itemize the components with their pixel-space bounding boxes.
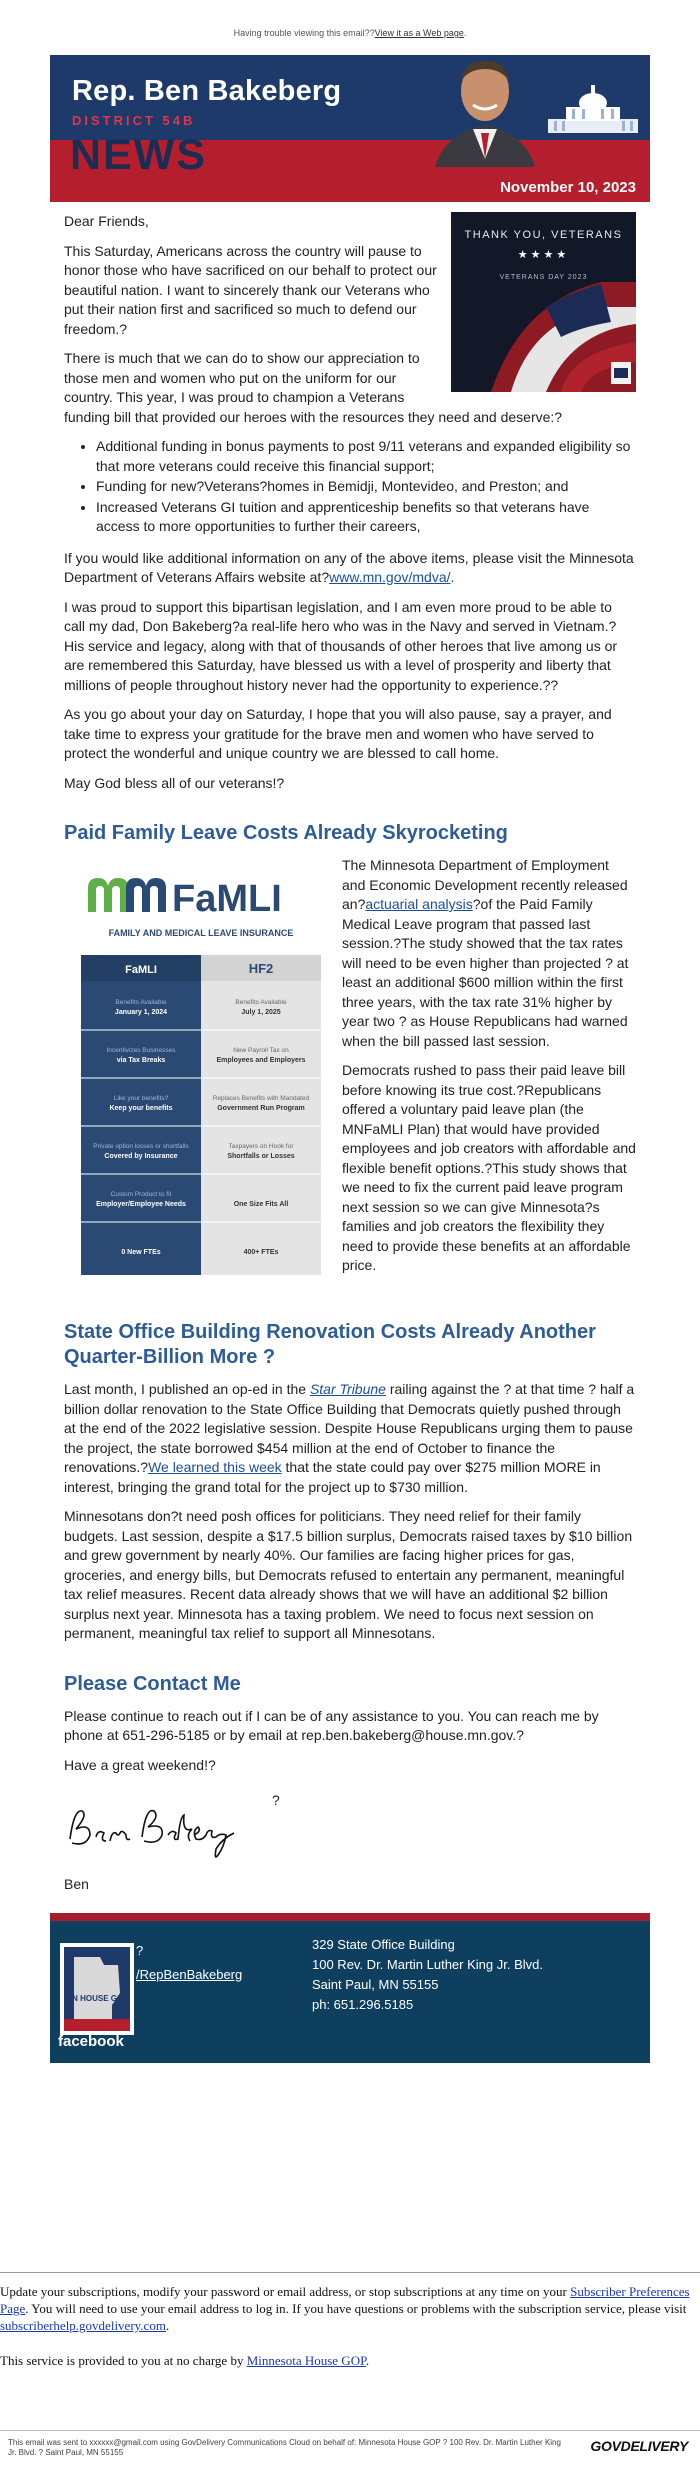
header-banner	[50, 55, 650, 202]
famli-paragraph-1: The Minnesota Department of Employment and Economic Development recently released an?actuarial analysis?of the Paid Family Medical Leave program that passed last session.?The study showed that the tax rates will need to be even higher than projected ? at least an additional $600 million within the first three years, with the tax rate 31% higher by year two ? as House Republicans had warned when the bill passed last session.	[342, 857, 629, 1049]
famli-cell-value: One Size Fits All	[233, 1201, 289, 1208]
famli-logo-text: FaMLI	[172, 878, 282, 920]
veterans-subtitle: VETERANS DAY 2023	[499, 274, 588, 281]
actuarial-analysis-link[interactable]: actuarial analysis	[365, 896, 473, 912]
famli-cell-value: 400+ FTEs	[243, 1249, 279, 1256]
intro-paragraph-1: This Saturday, Americans across the country will pause to honor those who have sacrificed on our behalf to protect our beautiful nation. I want to sincerely thank our Veterans who put their nation first and sacrificed so much to defend our freedom.?	[64, 242, 437, 337]
handle-question-mark: ?	[136, 1942, 144, 1958]
contact-paragraph-1: Please continue to reach out if I can be of any assistance to you. You can reach me by phone at 651-296-5185 or by email at rep.ben.bakeberg@house.mn.gov.?	[64, 1707, 599, 1743]
signature-question-mark: ?	[272, 1792, 280, 1808]
district-label: DISTRICT 54B	[72, 113, 196, 128]
sob-paragraph-1: Last month, I published an op-ed in the Star Tribune railing against the ? at that time ? half a billion dollar renovation to the State Office Building that Democrats quietly pushed through at the end of the 2022 legislative session. Despite House Republicans urging them to pause the project, the state borrowed $454 million at the end of October to finance the renovations.?We learned this week that the state could pay over $275 million MORE in interest, bringing the grand total for the project up to $730 million.	[64, 1381, 635, 1495]
signature-block	[64, 1785, 636, 1875]
intro-paragraph-4: I was proud to support this bipartisan legislation, and I am even more proud to be able to call my dad, Don Bakeberg?a real-life hero who was in the Navy and served in Vietnam.?His service and legacy, along with that of thousands of other heroes that live among us or are remembered this Saturday, have blessed us with a level of prosperity and liberty that millions of people throughout history never had the opportunity to experience.??	[64, 598, 618, 693]
famli-cell-value: via Tax Breaks	[116, 1057, 166, 1064]
famli-col-right-header: HF2	[248, 961, 274, 976]
web-view-note: Having trouble viewing this email??View it as a Web page.	[233, 28, 467, 38]
famli-cell-caption: Taxpayers on Hook for	[228, 1143, 294, 1150]
famli-cell-caption: Private option losses or shortfalls	[93, 1143, 189, 1150]
service-paragraph: This service is provided to you at no charge by Minnesota House GOP.	[0, 2353, 370, 2368]
veterans-title: THANK YOU, VETERANS	[464, 229, 623, 241]
house-gop-link[interactable]: Minnesota House GOP	[246, 2353, 366, 2368]
famli-cell-value: 0 New FTEs	[121, 1249, 161, 1256]
govdelivery-logo[interactable]: GOVDELIVERY	[590, 2438, 688, 2454]
intro-paragraph-5: As you go about your day on Saturday, I hope that you will also pause, say a prayer, and take time to express your gratitude for the brave men and women who have served to protect the wonderful and unique country we are blessed to call home.	[64, 706, 612, 761]
main-content	[50, 202, 650, 1895]
famli-cell-value: Shortfalls or Losses	[227, 1153, 295, 1160]
footer	[50, 1913, 650, 2063]
famli-cell-caption: Like your benefits?	[113, 1095, 169, 1102]
famli-paragraph-2: Democrats rushed to pass their paid leave bill before knowing its true cost.?Republicans offered a voluntary paid leave plan (the MNFaMLI Plan) that would have provided employees and job creators with affordable and flexible benefit options.?This study shows that we need to fix the current paid leave program next session so we can give Minnesota?s families and job creators the flexibility they need to provide these benefits at an affordable price.	[342, 1062, 636, 1273]
famli-cell-caption: Custom Product to fit	[110, 1191, 172, 1198]
facebook-handle-link[interactable]: /RepBenBakeberg	[136, 1966, 243, 1982]
sob-heading: State Office Building Renovation Costs Already Another Quarter-Billion More ?	[64, 1321, 596, 1368]
sign-off-name: Ben	[64, 1876, 89, 1892]
sent-to-note: This email was sent to xxxxxx@gmail.com using GovDelivery Communications Cloud on behalf of: Minnesota House GOP ? 100 Rev. Dr. Martin Luther King Jr. Blvd. ? Saint Paul, MN 55155	[8, 2438, 561, 2457]
famli-col-left-header: FaMLI	[125, 964, 157, 976]
web-view-text: Having trouble viewing this email??	[233, 28, 375, 38]
subscription-info	[0, 2272, 700, 2387]
funding-list	[96, 437, 636, 537]
veterans-day-image	[451, 212, 636, 392]
intro-paragraph-3: If you would like additional information on any of the above items, please visit the Minnesota Department of Veterans Affairs website at?www.mn.gov/mdva/.	[64, 549, 634, 585]
greeting: Dear Friends,	[64, 213, 149, 229]
list-item: • Additional funding in bonus payments to post 9/11 veterans and expanded eligibility so that more veterans could receive this financial support;	[96, 437, 636, 476]
famli-cell-value: Covered by Insurance	[104, 1153, 178, 1160]
facebook-icon[interactable]: facebook	[58, 2032, 124, 2050]
divider	[0, 2430, 700, 2431]
web-view-link[interactable]: View it as a Web page	[374, 28, 464, 38]
portrait-photo	[415, 55, 555, 167]
learned-this-week-link[interactable]: We learned this week	[148, 1459, 282, 1475]
famli-cell-value: Keep your benefits	[109, 1105, 173, 1112]
famli-cell-caption: Benefits Available	[115, 999, 167, 1006]
star-tribune-link[interactable]: Star Tribune	[309, 1381, 386, 1397]
sob-paragraph-2: Minnesotans don?t need posh offices for politicians. They need relief for their family budgets. Last session, despite a $17.5 billion surplus, Democrats raised taxes by $10 billion and grew government by nearly 40%. Our families are facing higher prices for gas, groceries, and energy bills, but Democrats refused to entertain any permanent, meaningful tax relief measures. Recent data already shows that we will have an additional $2 billion surplus next year. Minnesota has a taxing problem. We need to focus next session on permanent, meaningful tax relief to support all Minnesotans.	[64, 1508, 633, 1641]
famli-cell-value: Employer/Employee Needs	[96, 1201, 186, 1208]
list-item: • Increased Veterans GI tuition and apprenticeship benefits so that veterans have access to more opportunities to further their careers,	[96, 498, 636, 537]
famli-heading: Paid Family Leave Costs Already Skyrocketing	[64, 822, 508, 844]
rep-name: Rep. Ben Bakeberg	[72, 75, 342, 107]
famli-comparison-graphic	[76, 858, 326, 1286]
famli-cell-value: July 1, 2025	[241, 1009, 281, 1016]
famli-logo-sub: FAMILY AND MEDICAL LEAVE INSURANCE	[108, 928, 294, 938]
famli-cell-value: January 1, 2024	[114, 1009, 168, 1016]
contact-paragraph-2: Have a great weekend!?	[64, 1756, 216, 1773]
capitol-icon	[538, 75, 648, 140]
office-address: 329 State Office Building 100 Rev. Dr. Martin Luther King Jr. Blvd. Saint Paul, MN 55155 ph: 651.296.5185	[312, 1936, 543, 2012]
list-item: • Funding for new?Veterans?homes in Bemidji, Montevideo, and Preston; and	[96, 477, 636, 497]
subscriber-preferences-link[interactable]: Subscriber Preferences Page	[0, 2284, 690, 2316]
famli-cell-caption: Benefits Available	[235, 999, 287, 1006]
logo-text: MN HOUSE GOP	[65, 1993, 129, 2003]
intro-paragraph-6: May God bless all of our veterans!?	[64, 774, 285, 791]
famli-cell-value: Employees and Employers	[216, 1057, 306, 1064]
famli-cell-caption: Replaces Benefits with Mandated	[212, 1095, 310, 1102]
mdva-link[interactable]: www.mn.gov/mdva/	[329, 569, 451, 585]
famli-cell-caption: Incentivizes Businesses	[106, 1047, 176, 1054]
contact-heading: Please Contact Me	[64, 1672, 241, 1695]
intro-paragraph-2: There is much that we can do to show our appreciation to those men and women who put on the uniform for our country. This year, I was proud to champion a Veterans funding bill that provided our heroes with the resources they need and deserve:?	[64, 350, 563, 425]
famli-cell-value: Government Run Program	[217, 1105, 305, 1112]
email-body	[50, 55, 650, 2063]
subscription-paragraph: Update your subscriptions, modify your password or email address, or stop subscriptions at any time on your Subscriber Preferences Page. You will need to use your email address to log in. If you have questions or problems with the subscription service, please visit subscriberhelp.govdelivery.com.	[0, 2284, 690, 2333]
mn-house-gop-logo[interactable]	[60, 1943, 134, 2035]
news-label: NEWS	[70, 131, 207, 179]
famli-cell-caption: New Payroll Tax on	[233, 1047, 289, 1054]
signature-image	[64, 1789, 264, 1869]
issue-date: November 10, 2023	[500, 179, 636, 196]
subscriber-help-link[interactable]: subscriberhelp.govdelivery.com	[0, 2318, 166, 2333]
stars-icon: ★★★★	[517, 249, 570, 261]
